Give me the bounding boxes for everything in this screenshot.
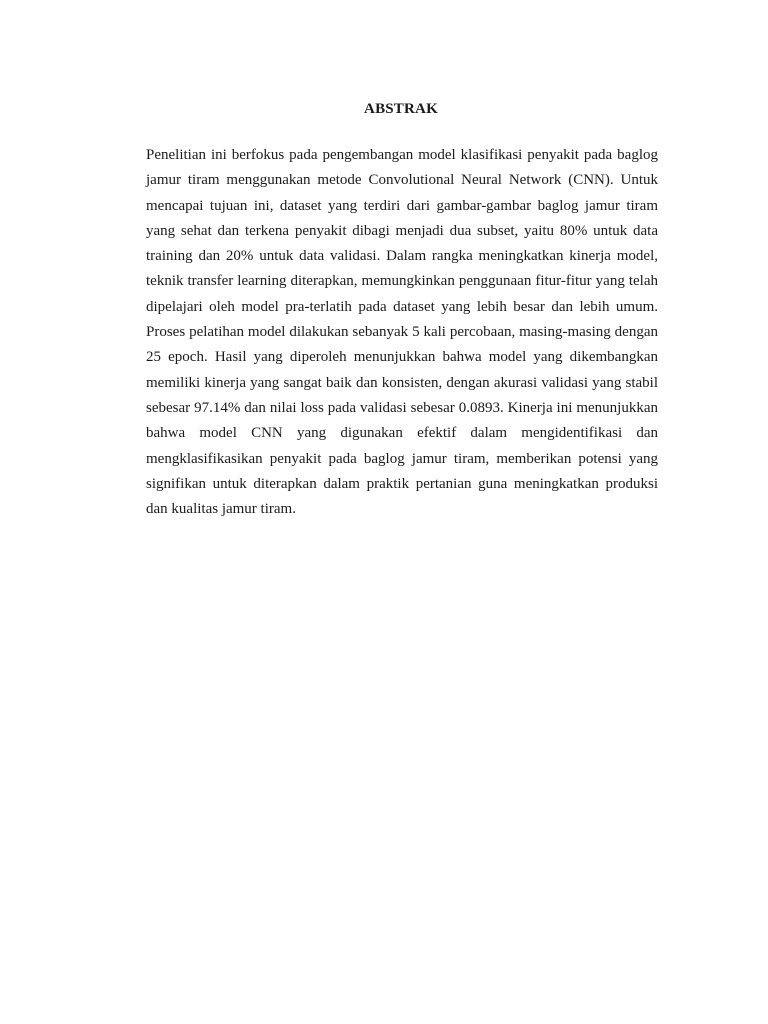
abstract-paragraph: Penelitian ini berfokus pada pengembangan model klasifikasi penyakit pada baglog jamur tiram menggunakan metode Convolutional Neural Network (CNN). Untuk mencapai tujuan ini, dataset yang terdiri dari gambar-gambar baglog jamur tiram yang sehat dan terkena penyakit dibagi menjadi dua subset, yaitu 80% untuk data training dan 20% untuk data validasi. Dalam rangka meningkatkan kinerja model, teknik transfer learning diterapkan, memungkinkan penggunaan fitur-fitur yang telah dipelajari oleh model pra-terlatih pada dataset yang lebih besar dan lebih umum. Proses pelatihan model dilakukan sebanyak 5 kali percobaan, masing-masing dengan 25 epoch. Hasil yang diperoleh menunjukkan bahwa model yang dikembangkan memiliki kinerja yang sangat baik dan konsisten, dengan akurasi validasi yang stabil sebesar 97.14% dan nilai loss pada validasi sebesar 0.0893. Kinerja ini menunjukkan bahwa model CNN yang digunakan efektif dalam mengidentifikasi dan mengklasifikasikan penyakit pada baglog jamur tiram, memberikan potensi yang signifikan untuk diterapkan dalam praktik pertanian guna meningkatkan produksi dan kualitas jamur tiram. — [146, 147, 658, 518]
page-title: ABSTRAK — [364, 101, 438, 117]
